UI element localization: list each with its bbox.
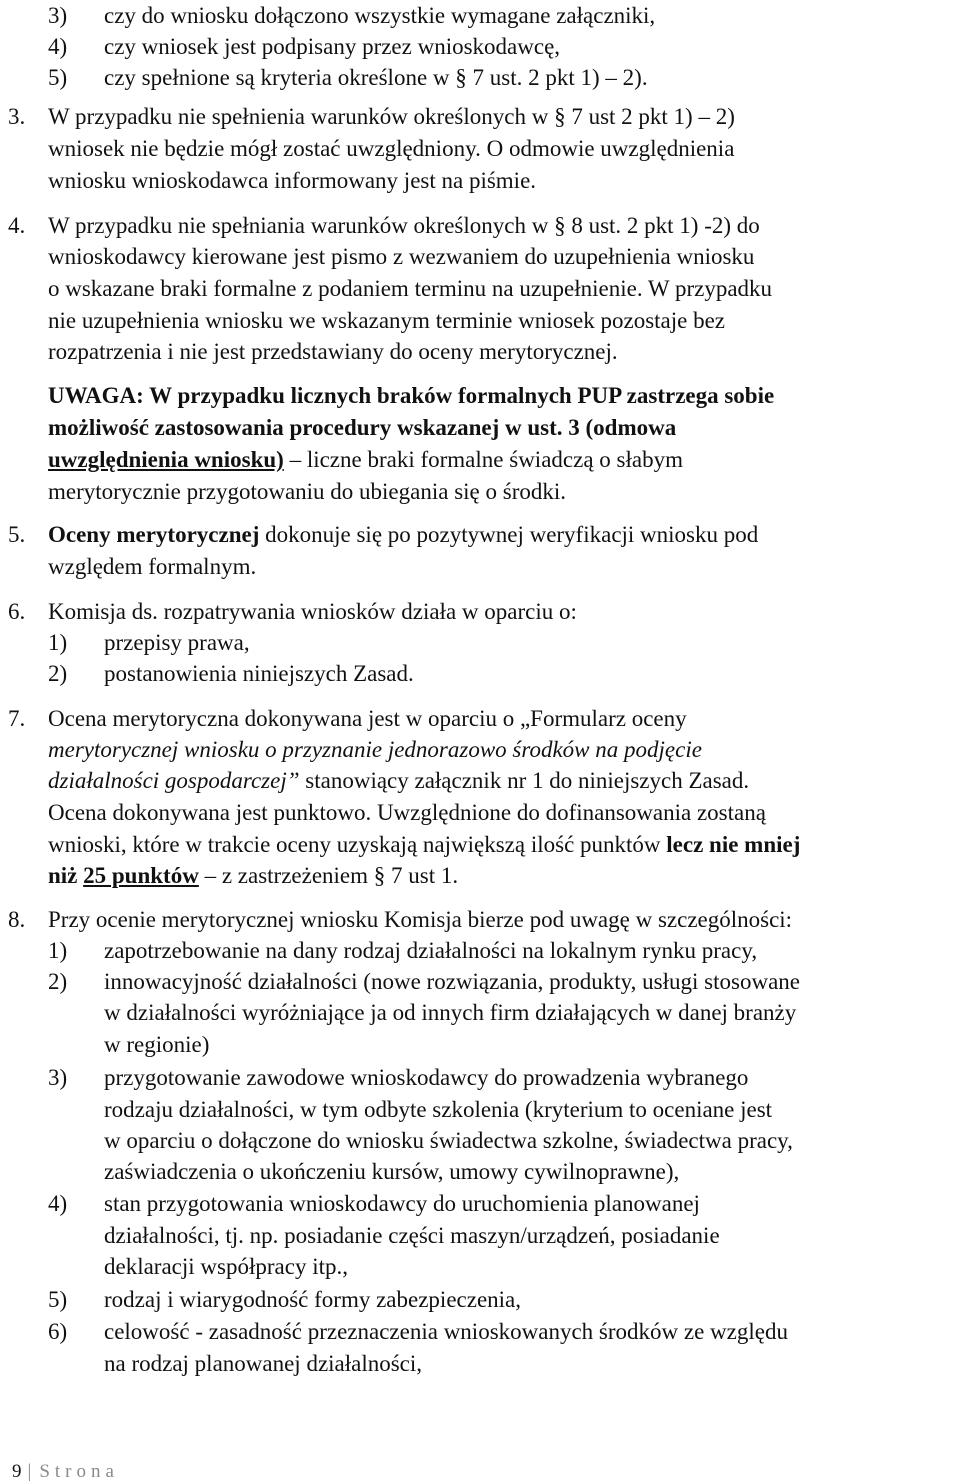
list-text: innowacyjność działalności (nowe rozwiązania, produkty, usługi stosowane [104,969,800,994]
list-text: rodzaju działalności, w tym odbyte szkolenia (kryterium to oceniane jest [104,1097,773,1122]
list-text: przepisy prawa, [104,630,250,655]
warning-note [0,380,960,411]
section-7 [0,703,960,734]
criteria-item [0,966,960,997]
list-text: w działalności wyróżniające ja od innych firm działających w danej branży [104,1000,797,1025]
paragraph-line: Komisja ds. rozpatrywania wniosków działa w oparciu o: [48,599,577,624]
section-number: 4. [8,213,26,238]
paragraph-line: Ocena dokonywana jest punktowo. Uwzględnione do dofinansowania zostaną [48,800,766,825]
bold-term: Oceny merytorycznej [48,522,260,547]
section-3 [0,101,960,132]
list-number: 2) [48,661,68,686]
section-number: 3. [8,104,26,129]
list-item [0,62,960,93]
form-title-italic: merytorycznej wniosku o przyznanie jednorazowo środków na podjęcie [48,737,702,762]
criteria-item [0,1284,960,1315]
paragraph-line: W przypadku nie spełniania warunków określonych w § 8 ust. 2 pkt 1) -2) do [48,213,760,238]
list-text: w oparciu o dołączone do wniosku świadectwa szkolne, świadectwa pracy, [104,1128,793,1153]
min-points: 25 punktów [83,863,199,888]
list-text: przygotowanie zawodowe wnioskodawcy do prowadzenia wybranego [104,1065,749,1090]
paragraph-line: Przy ocenie merytorycznej wniosku Komisja bierze pod uwagę w szczególności: [48,907,793,932]
list-number: 5) [48,1287,68,1312]
list-text: zaświadczenia o ukończeniu kursów, umowy cywilnoprawne), [104,1159,680,1184]
footer-separator: | [27,1461,32,1482]
list-text: czy do wniosku dołączono wszystkie wymagane załączniki, [104,3,656,28]
list-text: rodzaj i wiarygodność formy zabezpieczenia, [104,1287,521,1312]
footer-label: Strona [39,1461,119,1482]
paragraph-text: wnioski, które w trakcie oceny uzyskają największą ilość punktów [48,832,661,857]
list-text: w regionie) [104,1032,210,1057]
criteria-item [0,935,960,966]
list-item [0,627,960,658]
list-item [0,0,960,31]
list-text: na rodzaj planowanej działalności, [104,1351,423,1376]
paragraph-text: – z zastrzeżeniem § 7 ust 1. [204,863,459,888]
section-number: 5. [8,522,26,547]
list-number: 3) [48,1065,68,1090]
list-item [0,31,960,62]
list-number: 1) [48,938,68,963]
section-6 [0,596,960,627]
list-number: 6) [48,1319,68,1344]
page-number: 9 [12,1461,22,1482]
list-number: 4) [48,34,68,59]
paragraph-line: wniosek nie będzie mógł zostać uwzględniony. O odmowie uwzględnienia [48,136,735,161]
list-number: 3) [48,3,68,28]
paragraph-text: stanowiący załącznik nr 1 do niniejszych Zasad. [305,768,750,793]
section-8 [0,904,960,935]
form-title-italic: działalności gospodarczej” [48,768,300,793]
paragraph-line: rozpatrzenia i nie jest przedstawiany do oceny merytorycznej. [48,339,618,364]
page-footer [12,1460,119,1484]
paragraph-text: dokonuje się po pozytywnej weryfikacji wniosku pod [265,522,759,547]
paragraph-line: wnioskodawcy kierowane jest pismo z wezwaniem do uzupełnienia wniosku [48,244,755,269]
section-number: 7. [8,706,26,731]
criteria-item [0,1188,960,1219]
warning-text: – liczne braki formalne świadczą o słabym [289,447,683,472]
paragraph-line: o wskazane braki formalne z podaniem terminu na uzupełnienie. W przypadku [48,276,773,301]
list-number: 2) [48,969,68,994]
list-text: stan przygotowania wnioskodawcy do uruchomienia planowanej [104,1191,700,1216]
list-text: zapotrzebowanie na dany rodzaj działalności na lokalnym rynku pracy, [104,938,758,963]
warning-bold: uwzględnienia wniosku) [48,447,284,472]
warning-line: UWAGA: W przypadku licznych braków formalnych PUP zastrzega sobie [48,383,775,408]
list-text: działalności, tj. np. posiadanie części maszyn/urządzeń, posiadanie [104,1223,720,1248]
criteria-item [0,1316,960,1347]
section-5 [0,519,960,550]
paragraph-line: względem formalnym. [48,554,257,579]
paragraph-line: W przypadku nie spełnienia warunków określonych w § 7 ust 2 pkt 1) – 2) [48,104,735,129]
section-number: 8. [8,907,26,932]
criteria-item [0,1062,960,1093]
list-text: czy spełnione są kryteria określone w § 7 ust. 2 pkt 1) – 2). [104,65,648,90]
paragraph-line: nie uzupełnienia wniosku we wskazanym terminie wniosek pozostaje bez [48,308,726,333]
bold-text: niż [48,863,78,888]
list-number: 4) [48,1191,68,1216]
paragraph-line: Ocena merytoryczna dokonywana jest w oparciu o „Formularz oceny [48,706,687,731]
section-number: 6. [8,599,26,624]
warning-line: możliwość zastosowania procedury wskazanej w ust. 3 (odmowa [48,415,677,440]
list-text: deklaracji współpracy itp., [104,1254,348,1279]
list-text: postanowienia niniejszych Zasad. [104,661,414,686]
list-number: 5) [48,65,68,90]
list-text: celowość - zasadność przeznaczenia wnioskowanych środków ze względu [104,1319,788,1344]
list-number: 1) [48,630,68,655]
list-text: czy wniosek jest podpisany przez wnioskodawcę, [104,34,561,59]
paragraph-line: wniosku wnioskodawca informowany jest na piśmie. [48,168,537,193]
warning-line: merytorycznie przygotowaniu do ubiegania się o środki. [48,479,566,504]
section-4 [0,210,960,241]
list-item [0,658,960,689]
bold-text: lecz nie mniej [666,832,801,857]
